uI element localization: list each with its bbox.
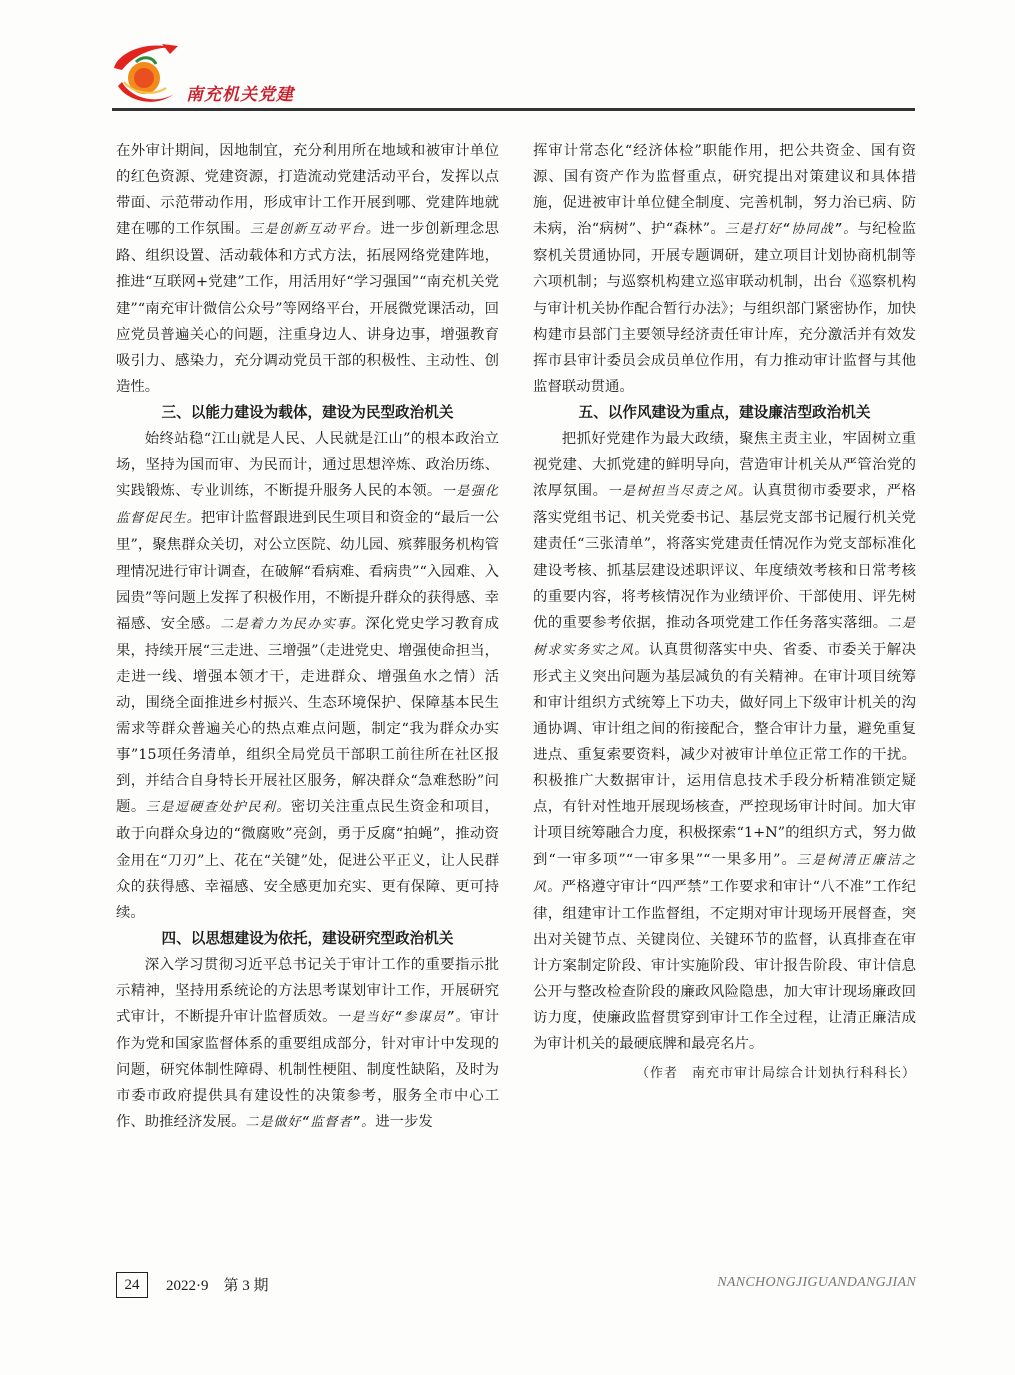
page-header [0,0,1015,135]
right-column [533,138,916,1087]
emphasis-phrase: 一是树担当尽责之风。 [607,484,753,500]
emphasis-phrase: 二是着力为民办实事。 [220,616,366,632]
section-heading-5: 五、以作风建设为重点，建设廉洁型政治机关 [578,403,871,421]
paragraph: 挥审计常态化“经济体检”职能作用，把公共资金、国有资源、国有资产作为监督重点，研究提出对策建议和具体措施，促进被审计单位健全制度、完善机制，努力治已病、防未病，治“病树”、护“森林”。三是打好“协同战”。与纪检监察机关贯通协同，开展专题调研，建立项目计划协商机制等六项机制；与巡察机构建立巡审联动机制，出台《巡察机构与审计机关协作配合暂行办法》；与组织部门紧密协作，加快构建市县部门主要领导经济责任审计库，充分激活并有效发挥市县审计委员会成员单位作用，有力推动审计监督与其他监督联动贯通。 [533,143,916,395]
emphasis-phrase: 三是打好“协同战”。 [725,222,858,238]
emphasis-phrase: 三是树清正廉洁之风。 [533,852,916,895]
party-emblem-logo [108,42,188,114]
left-column [116,138,499,1137]
page-footer [116,1272,916,1298]
paragraph: 在外审计期间，因地制宜，充分利用所在地域和被审计单位的红色资源、党建资源，打造流动党建活动平台，发挥以点带面、示范带动作用，形成审计工作开展到哪、党建阵地就建在哪的工作氛围。三是创新互动平台。进一步创新理念思路、组织设置、活动载体和方式方法，拓展网络党建阵地，推进“互联网+党建”工作，用活用好“学习强国”“南充机关党建”“南充审计微信公众号”等网络平台，开展微党课活动，回应党员普遍关心的问题，注重身边人、讲身边事，增强教育吸引力、感染力，充分调动党员干部的积极性、主动性、创造性。 [116,143,499,395]
paragraph: 深入学习贯彻习近平总书记关于审计工作的重要指示批示精神，坚持用系统论的方法思考谋划审计工作，开展研究式审计，不断提升审计监督质效。一是当好“参谋员”。审计作为党和国家监督体系的重要组成部分，针对审计中发现的问题，研究体制性障碍、机制性梗阻、制度性缺陷，及时为市委市政府提供具有建设性的决策参考，服务全市中心工作、助推经济发展。二是做好“监督者”。进一步发 [116,956,499,1131]
paragraph: 把抓好党建作为最大政绩，聚焦主责主业，牢固树立重视党建、大抓党建的鲜明导向，营造审计机关从严管治党的浓厚氛围。一是树担当尽责之风。认真贯彻市委要求，严格落实党组书记、机关党委书记、基层党支部书记履行机关党建责任“三张清单”，将落实党建责任情况作为党支部标准化建设考核、抓基层建设述职评议、年度绩效考核和日常考核的重要内容，将考核情况作为业绩评价、干部使用、评先树优的重要参考依据，推动各项党建工作任务落实落细。二是树求实务实之风。认真贯彻落实中央、省委、市委关于解决形式主义突出问题为基层减负的有关精神。在审计项目统筹和审计组织方式统筹上下功夫，做好同上下级审计机关的沟通协调、审计组之间的衔接配合，整合审计力量，避免重复进点、重复索要资料，减少对被审计单位正常工作的干扰。积极推广大数据审计，运用信息技术手段分析精准锁定疑点，有针对性地开展现场核查，严控现场审计时间。加大审计项目统筹融合力度，积极探索“1+N”的组织方式，努力做到“一审多项”“一审多果”“一果多用”。三是树清正廉洁之风。严格遵守审计“四严禁”工作要求和审计“八不准”工作纪律，组建审计工作监督组，不定期对审计现场开展督查，突出对关键节点、关键岗位、关键环节的监督，认真排查在审计方案制定阶段、审计实施阶段、审计报告阶段、审计信息公开与整改检查阶段的廉政风险隐患，加大审计现场廉政回访力度，使廉政监督贯穿到审计工作全过程，让清正廉洁成为审计机关的最硬底牌和最亮名片。 [533,431,916,1053]
paragraph: 始终站稳“江山就是人民、人民就是江山”的根本政治立场，坚持为国而审、为民而计，通过思想淬炼、政治历练、实践锻炼、专业训练，不断提升服务人民的本领。一是强化监督促民生。把审计监督跟进到民生项目和资金的“最后一公里”，聚焦群众关切，对公立医院、幼儿园、殡葬服务机构管理情况进行审计调查，在破解“看病难、看病贵”“入园难、入园贵”等问题上发挥了积极作用，不断提升群众的获得感、幸福感、安全感。二是着力为民办实事。深化党史学习教育成果，持续开展“三走进、三增强”（走进党史、增强使命担当，走进一线、增强本领才干，走进群众、增强鱼水之情）活动，围绕全面推进乡村振兴、生态环境保护、保障基本民生需求等群众普遍关心的热点难点问题，制定“我为群众办实事”15项任务清单，组织全局党员干部职工前往所在社区报到，并结合自身特长开展社区服务，解决群众“急难愁盼”问题。三是逗硬查处护民利。密切关注重点民生资金和项目，敢于向群众身边的“微腐败”亮剑，勇于反腐“拍蝇”，推动资金用在“刀刃”上、花在“关键”处，促进公平正义，让人民群众的获得感、幸福感、安全感更加充实、更有保障、更可持续。 [116,431,499,921]
journal-brand: NANCHONGJIGUANDANGJIAN [717,1275,916,1290]
author-line: （作者 南充市审计局综合计划执行科科长） [635,1066,916,1082]
emphasis-phrase: 一是当好“参谋员”。 [336,1010,470,1026]
header-rule [112,108,915,111]
page-number: 24 [116,1272,148,1298]
emphasis-phrase: 二是树求实务实之风。 [533,615,916,658]
section-heading-4: 四、以思想建设为依托，建设研究型政治机关 [161,929,454,947]
section-heading-3: 三、以能力建设为载体，建设为民型政治机关 [161,403,454,421]
header-title: 南充机关党建 [186,85,294,105]
emphasis-phrase: 一是强化监督促民生。 [116,484,499,527]
emphasis-phrase: 三是创新互动平台。 [249,222,381,238]
issue-info: 2022·9 第 3 期 [166,1278,269,1294]
emphasis-phrase: 三是逗硬查处护民利。 [145,800,291,816]
emphasis-phrase: 二是做好“监督者”。 [245,1115,376,1131]
